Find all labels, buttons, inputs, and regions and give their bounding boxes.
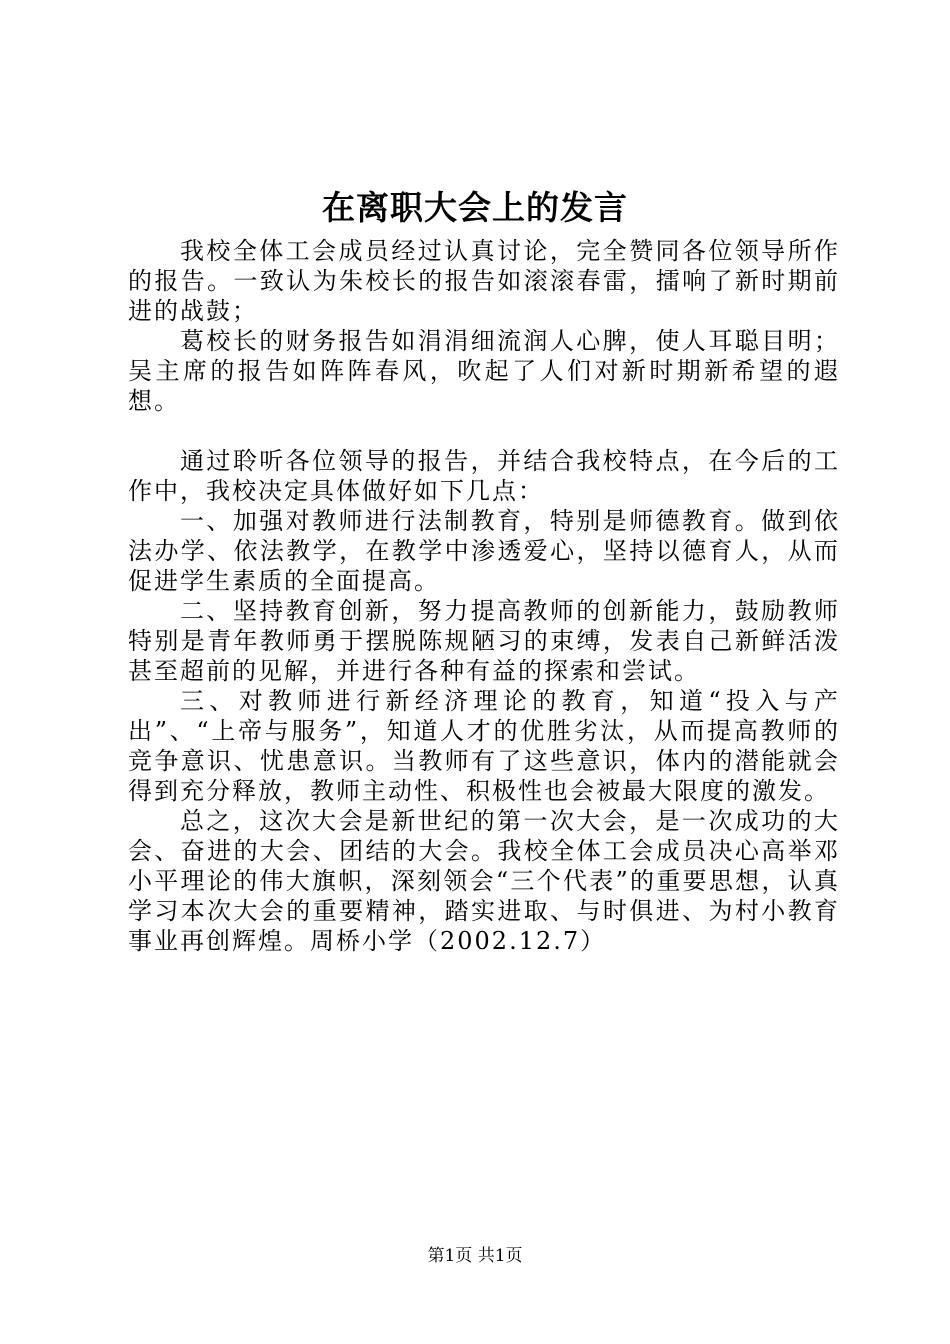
paragraph-5: 二、坚持教育创新，努力提高教师的创新能力，鼓励教师特别是青年教师勇于摆脱陈规陋习的束缚，发表自己新鲜活泼甚至超前的见解，并进行各种有益的探索和尝试。 — [128, 597, 840, 685]
document-title: 在离职大会上的发言 — [322, 188, 628, 227]
document-body — [128, 236, 840, 956]
paragraph-3: 通过聆听各位领导的报告，并结合我校特点，在今后的工作中，我校决定具体做好如下几点： — [128, 447, 840, 505]
paragraph-1: 我校全体工会成员经过认真讨论，完全赞同各位领导所作的报告。一致认为朱校长的报告如滚滚春雷，擂响了新时期前进的战鼓； — [128, 237, 840, 325]
paragraph-4: 一、加强对教师进行法制教育，特别是师德教育。做到依法办学、依法教学，在教学中渗透爱心，坚持以德育人，从而促进学生素质的全面提高。 — [128, 507, 840, 595]
page-footer: 第1页 共1页 — [427, 1246, 523, 1266]
paragraph-7: 总之，这次大会是新世纪的第一次大会，是一次成功的大会、奋进的大会、团结的大会。我校全体工会成员决心高举邓小平理论的伟大旗帜，深刻领会“三个代表”的重要思想，认真学习本次大会的重要精神，踏实进取、与时俱进、为村小教育事业再创辉煌。周桥小学（2002.12.7） — [128, 807, 840, 955]
paragraph-2: 葛校长的财务报告如涓涓细流润人心脾，使人耳聪目明；吴主席的报告如阵阵春风，吹起了人们对新时期新希望的遐想。 — [128, 327, 840, 415]
paragraph-6: 三、对教师进行新经济理论的教育，知道“投入与产出”、“上帝与服务”，知道人才的优胜劣汰，从而提高教师的竞争意识、忧患意识。当教师有了这些意识，体内的潜能就会得到充分释放，教师主动性、积极性也会被最大限度的激发。 — [128, 687, 840, 805]
